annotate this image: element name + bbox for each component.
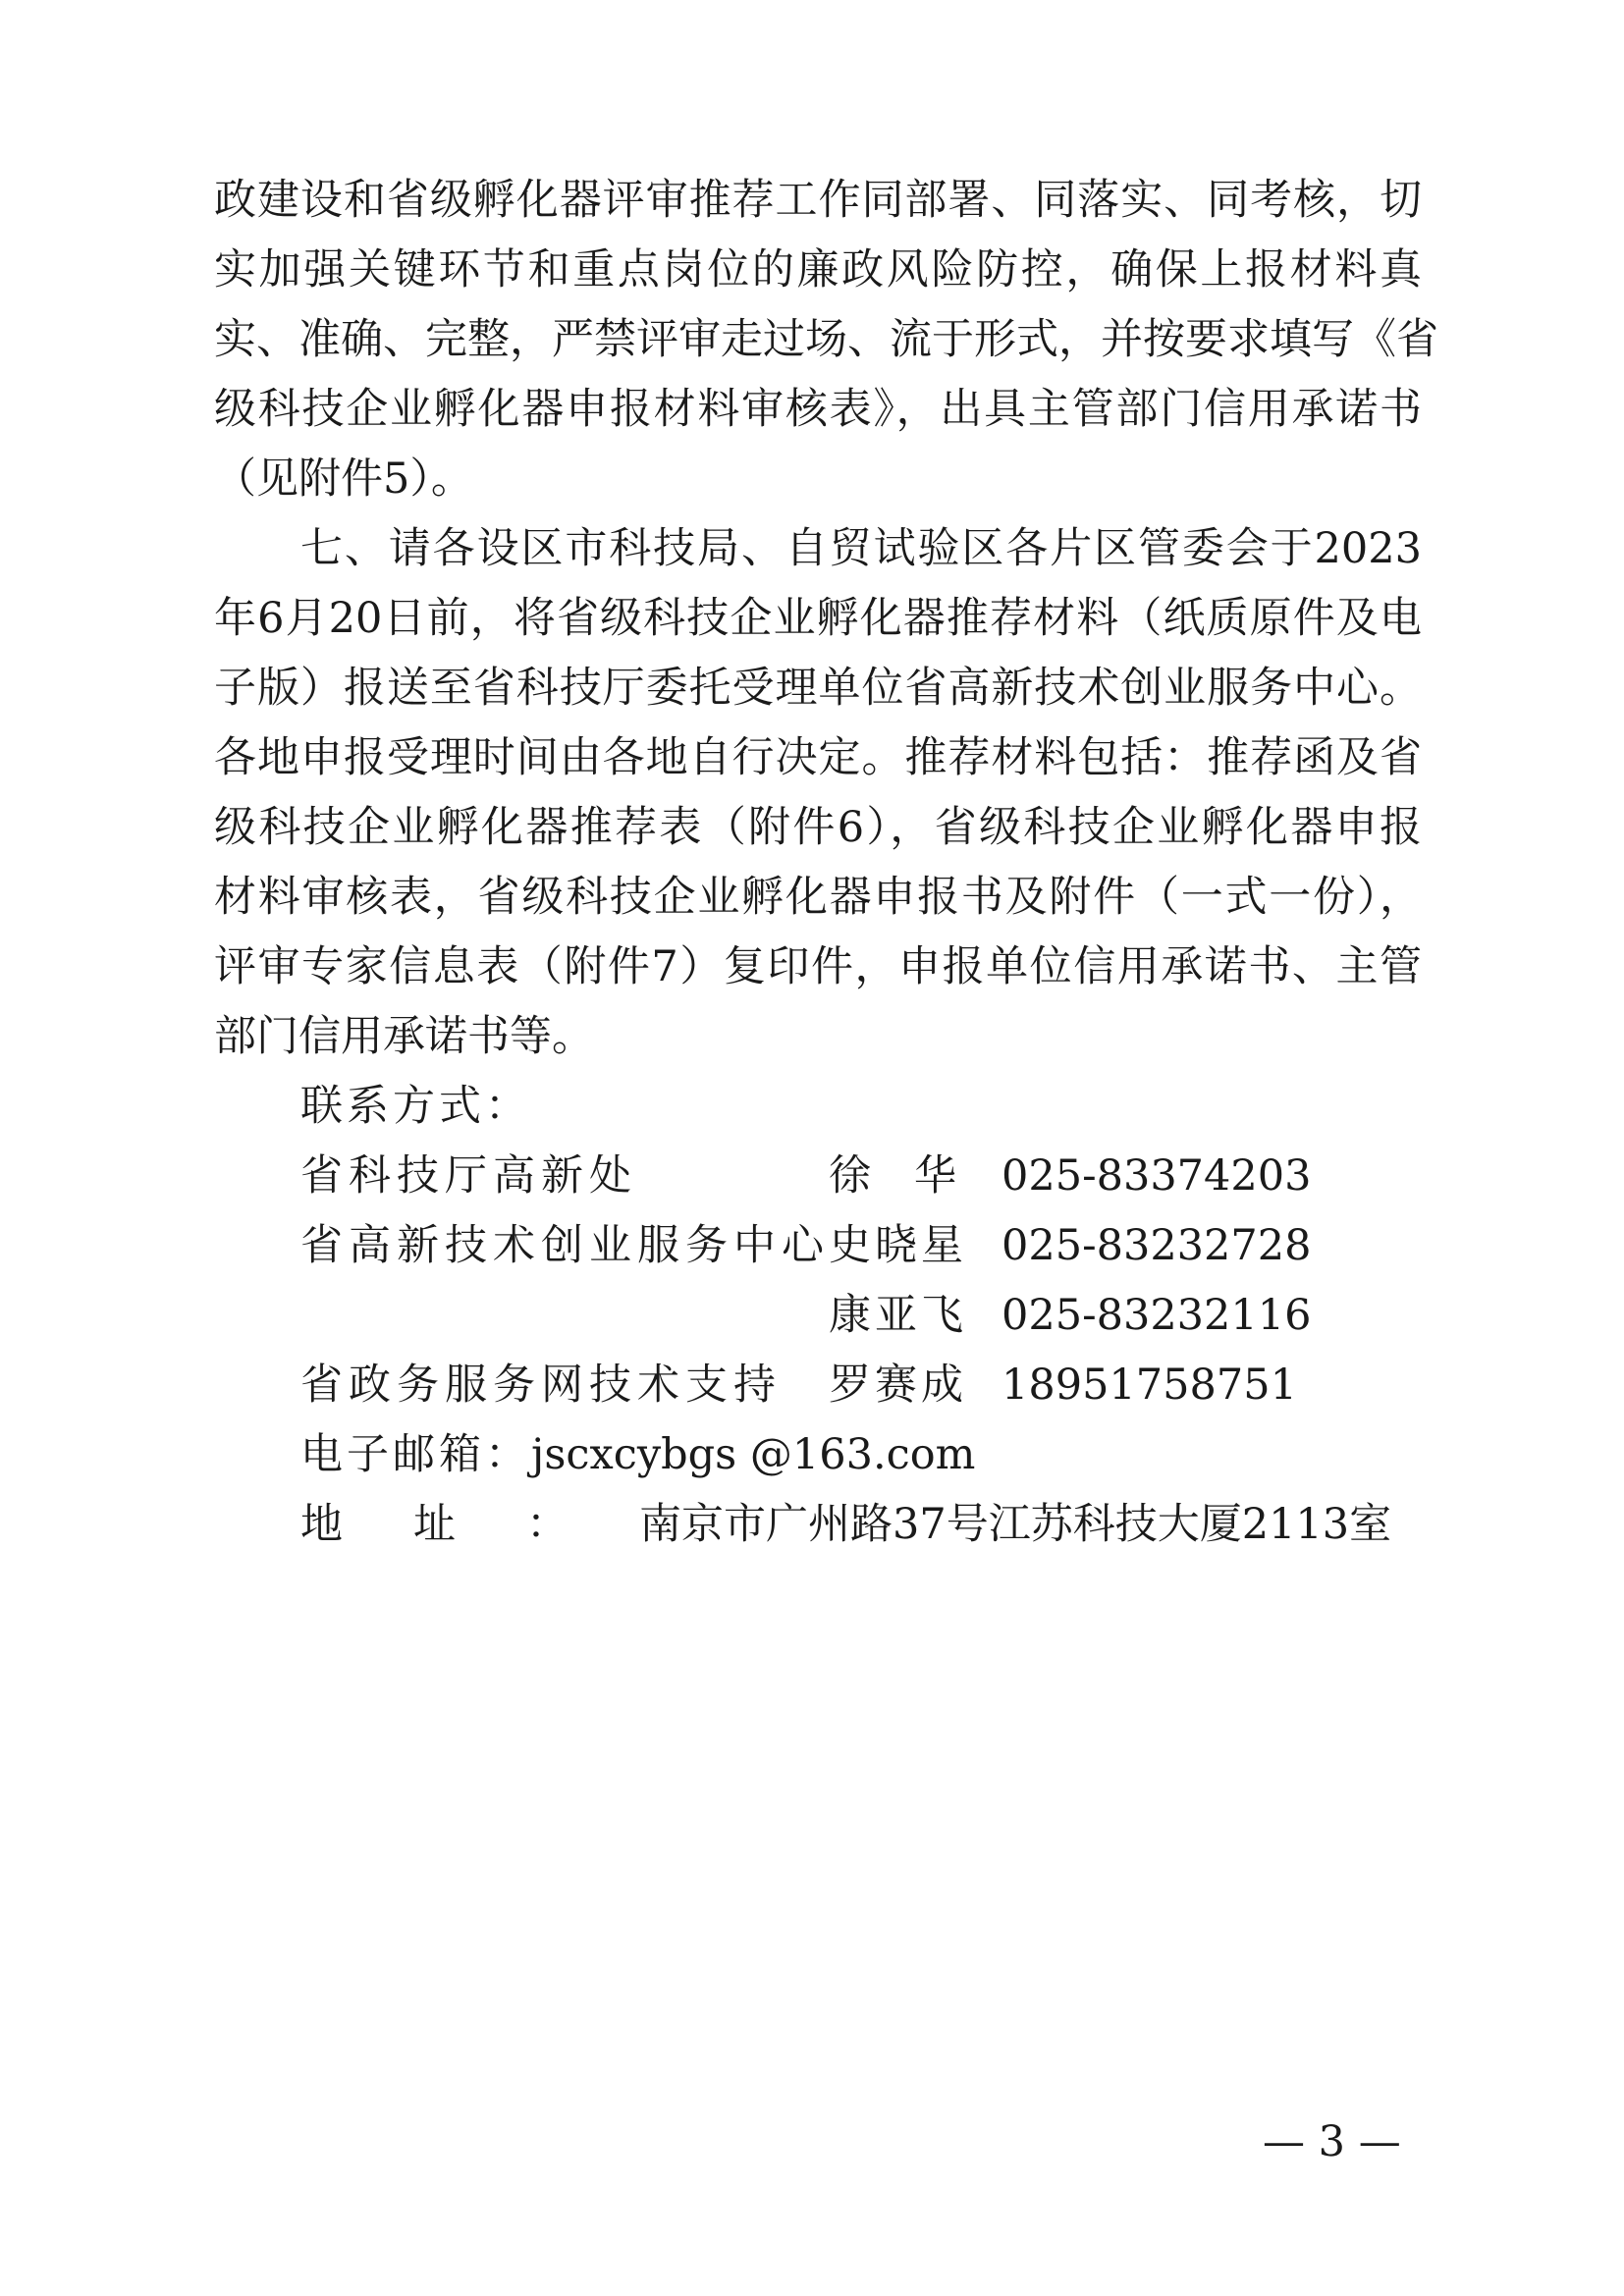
- paragraph-line: 实加强关键环节和重点岗位的廉政风险防控，确保上报材料真: [214, 245, 1422, 294]
- contact-person: 徐华: [829, 1151, 1000, 1201]
- contact-heading: 联系方式：: [300, 1082, 531, 1131]
- contact-phone: 18951758751: [1001, 1361, 1297, 1410]
- paragraph-line: 七、请各设区市科技局、自贸试验区各片区管委会于2023: [300, 524, 1422, 573]
- page-number: — 3 —: [1263, 2117, 1401, 2166]
- paragraph-line: 各地申报受理时间由各地自行决定。推荐材料包括：推荐函及省: [214, 733, 1422, 782]
- email-row: [300, 1428, 975, 1481]
- paragraph-line: 级科技企业孵化器申报材料审核表》，出具主管部门信用承诺书: [214, 385, 1422, 434]
- paragraph-line: 材料审核表，省级科技企业孵化器申报书及附件（一式一份），: [214, 873, 1422, 922]
- contact-phone: 025-83232116: [1001, 1291, 1312, 1340]
- address-row: [300, 1498, 1391, 1551]
- paragraph-line: 部门信用承诺书等。: [214, 1012, 594, 1061]
- contact-person: 罗赛成: [829, 1361, 967, 1410]
- address-value: 南京市广州路37号江苏科技大厦2113室: [639, 1500, 1392, 1549]
- contact-phone: 025-83232728: [1001, 1221, 1312, 1270]
- contact-person: 康亚飞: [829, 1291, 967, 1340]
- email-address[interactable]: jscxcybgs @163.com: [531, 1430, 976, 1479]
- contact-org: 省科技厅高新处: [300, 1151, 637, 1201]
- address-label: 地址：: [300, 1500, 639, 1549]
- paragraph-line: 子版）报送至省科技厅委托受理单位省高新技术创业服务中心。: [214, 664, 1422, 713]
- paragraph-line: 评审专家信息表（附件7）复印件，申报单位信用承诺书、主管: [214, 942, 1422, 991]
- paragraph-line: （见附件5）。: [214, 454, 473, 504]
- contact-org: 省高新技术创业服务中心: [300, 1221, 830, 1270]
- contact-phone: 025-83374203: [1001, 1151, 1312, 1201]
- paragraph-line: 实、准确、完整，严禁评审走过场、流于形式，并按要求填写《省: [214, 315, 1438, 364]
- email-label: 电子邮箱：: [300, 1430, 531, 1479]
- paragraph-line: 年6月20日前，将省级科技企业孵化器推荐材料（纸质原件及电: [214, 594, 1422, 643]
- paragraph-line: 政建设和省级孵化器评审推荐工作同部署、同落实、同考核，切: [214, 176, 1422, 225]
- contact-person: 史晓星: [829, 1221, 967, 1270]
- contact-org: 省政务服务网技术支持: [300, 1361, 782, 1410]
- paragraph-line: 级科技企业孵化器推荐表（附件6），省级科技企业孵化器申报: [214, 803, 1422, 852]
